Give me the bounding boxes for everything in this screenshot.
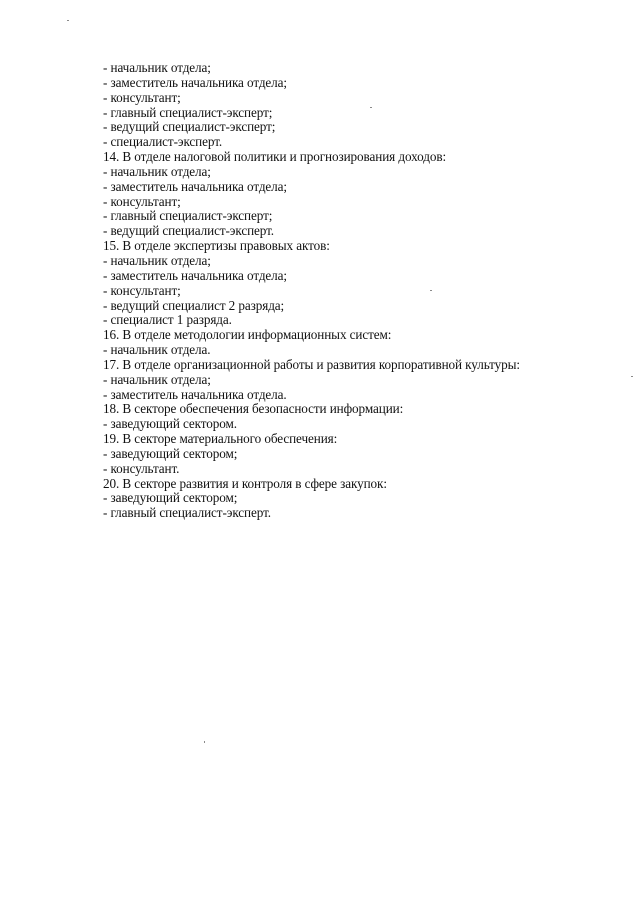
- list-item: - консультант.: [103, 460, 180, 476]
- list-item: - ведущий специалист 2 разряда;: [103, 297, 285, 313]
- list-item: - заведующий сектором.: [103, 416, 237, 432]
- list-item: - главный специалист-эксперт.: [103, 505, 271, 521]
- scan-speck: [430, 290, 432, 291]
- list-item: - начальник отдела;: [103, 252, 211, 268]
- list-item: - консультант;: [103, 282, 181, 298]
- list-item: - ведущий специалист-эксперт;: [103, 119, 276, 135]
- section-heading-14: 14. В отделе налоговой политики и прогнозирования доходов:: [103, 149, 447, 165]
- section-heading-17: 17. В отделе организационной работы и развития корпоративной культуры:: [103, 356, 520, 372]
- list-item: - начальник отдела.: [103, 342, 211, 358]
- list-item: - специалист-эксперт.: [103, 134, 223, 150]
- list-item: - заместитель начальника отдела;: [103, 178, 287, 194]
- list-item: - ведущий специалист-эксперт.: [103, 223, 274, 239]
- scan-speck: [204, 741, 205, 743]
- list-item: - начальник отдела;: [103, 60, 211, 75]
- list-item: - специалист 1 разряда.: [103, 312, 232, 328]
- section-heading-18: 18. В секторе обеспечения безопасности информации:: [103, 401, 404, 417]
- section-heading-20: 20. В секторе развития и контроля в сфере закупок:: [103, 475, 387, 491]
- positions-list: [103, 61, 603, 521]
- scan-speck: [370, 107, 372, 108]
- scan-speck: [67, 20, 69, 21]
- list-item: - начальник отдела;: [103, 371, 211, 387]
- list-item: - заместитель начальника отдела;: [103, 267, 287, 283]
- list-item: - заместитель начальника отдела;: [103, 74, 287, 90]
- list-item: - консультант;: [103, 89, 181, 105]
- list-item: - главный специалист-эксперт;: [103, 104, 273, 120]
- section-heading-15: 15. В отделе экспертизы правовых актов:: [103, 238, 330, 254]
- list-item: - заместитель начальника отдела.: [103, 386, 287, 402]
- list-item: - заведующий сектором;: [103, 490, 238, 506]
- section-heading-16: 16. В отделе методологии информационных систем:: [103, 327, 392, 343]
- scan-speck: [631, 376, 633, 377]
- list-item: - главный специалист-эксперт;: [103, 208, 273, 224]
- list-item: - начальник отдела;: [103, 163, 211, 179]
- list-item: - консультант;: [103, 193, 181, 209]
- list-item: - заведующий сектором;: [103, 445, 238, 461]
- section-heading-19: 19. В секторе материального обеспечения:: [103, 431, 338, 447]
